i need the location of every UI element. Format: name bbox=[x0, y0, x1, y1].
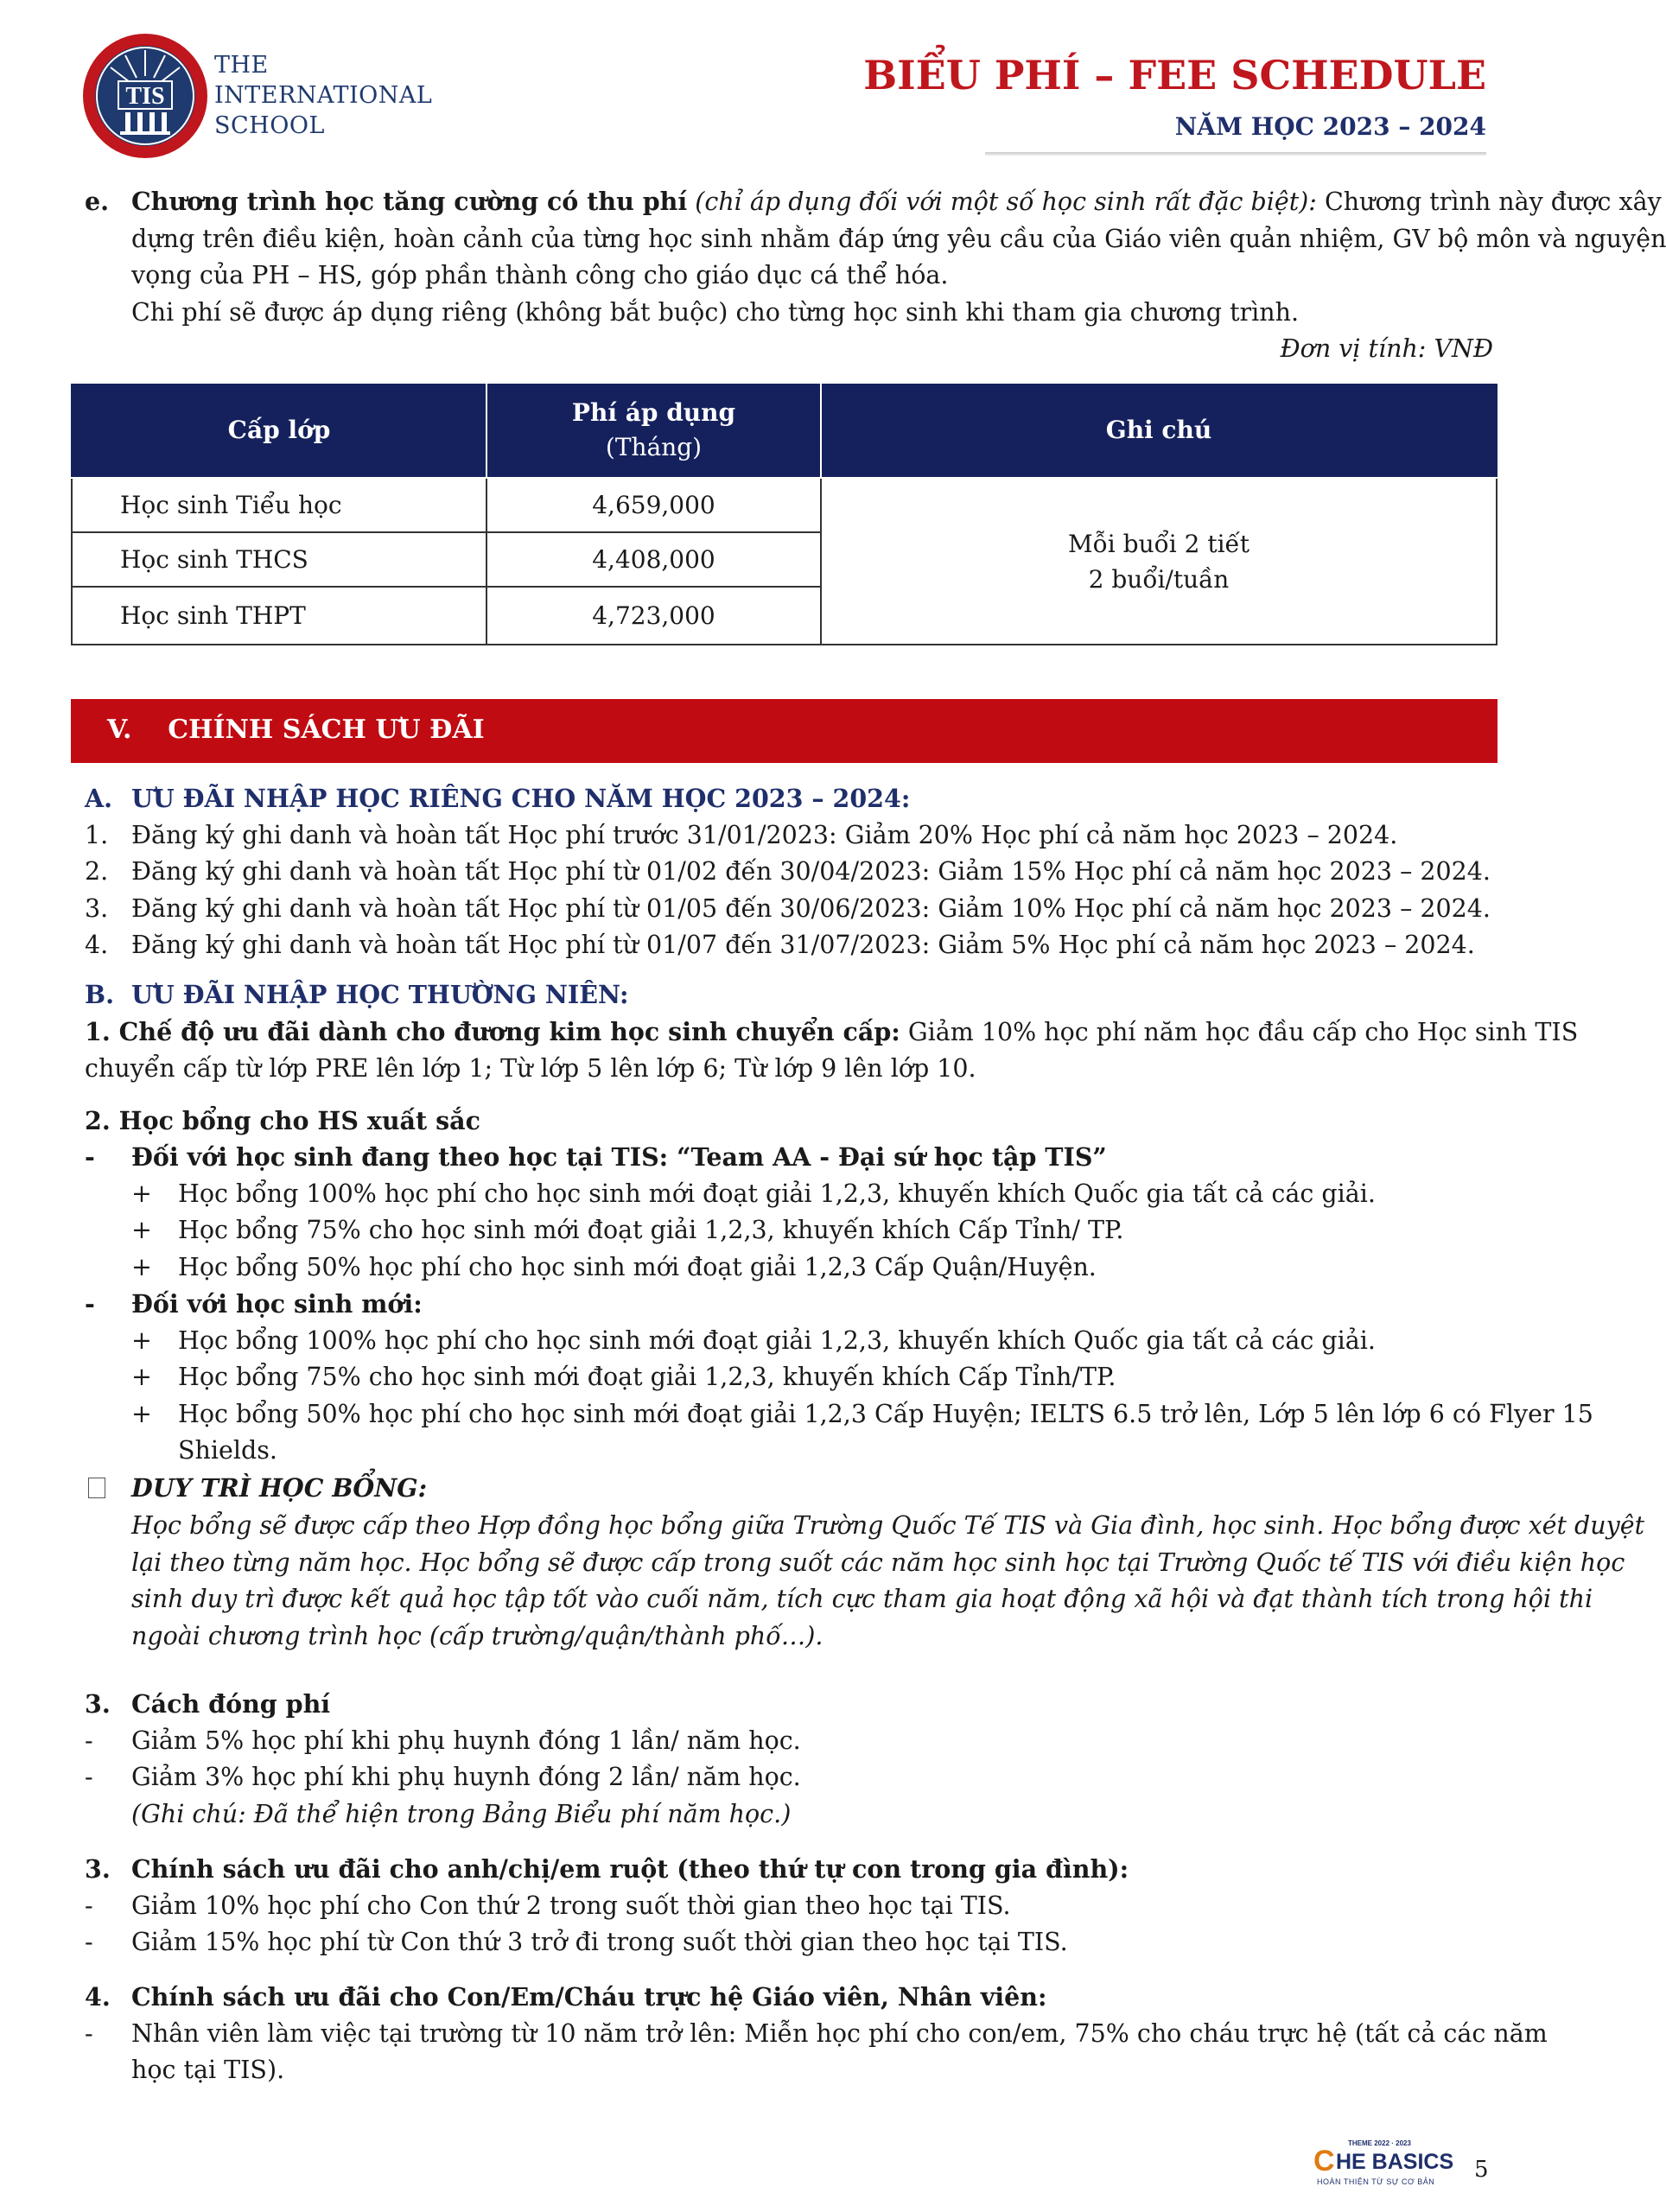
page-number: 5 bbox=[1474, 2157, 1489, 2183]
section-b bbox=[85, 976, 1645, 1655]
item-number: 4. bbox=[85, 931, 109, 959]
item-text: Giảm 5% học phí khi phụ huynh đóng 1 lần/ năm học. bbox=[131, 1726, 801, 1755]
section-e bbox=[85, 183, 1666, 368]
item-text: Học bổng 50% học phí cho học sinh mới đoạt giải 1,2,3 Cấp Quận/Huyện. bbox=[178, 1252, 1097, 1281]
header-fee-label: Phí áp dụng bbox=[571, 398, 736, 427]
section-v-title: V. CHÍNH SÁCH ƯU ĐÃI bbox=[107, 715, 485, 745]
school-name-line-2: INTERNATIONAL bbox=[214, 82, 433, 109]
item-text: Học bổng 50% học phí cho học sinh mới đoạt giải 1,2,3 Cấp Huyện; IELTS 6.5 trở lên, Lớp 5 lên lớp 6 có Flyer 15 bbox=[178, 1399, 1593, 1428]
transfer-policy-line2: chuyển cấp từ lớp PRE lên lớp 1; Từ lớp 5 lên lớp 6; Từ lớp 9 lên lớp 10. bbox=[85, 1054, 976, 1083]
section-marker: 3. bbox=[85, 1689, 111, 1719]
list-item bbox=[85, 1323, 1502, 1360]
plus-bullet: + bbox=[131, 1179, 152, 1208]
dash-bullet: - bbox=[85, 1891, 93, 1920]
list-item bbox=[85, 1249, 1502, 1287]
plus-bullet: + bbox=[131, 1399, 152, 1428]
group2-heading: Đối với học sinh mới: bbox=[131, 1289, 423, 1319]
section-e-line4: Chi phí sẽ được áp dụng riêng (không bắt buộc) cho từng học sinh khi tham gia chương trình. bbox=[131, 297, 1300, 327]
transfer-policy-text: Giảm 10% học phí năm học đầu cấp cho Học sinh TIS bbox=[907, 1017, 1579, 1046]
group1-heading: Đối với học sinh đang theo học tại TIS: “Team AA - Đại sứ học tập TIS” bbox=[131, 1142, 1107, 1172]
plus-bullet: + bbox=[131, 1252, 152, 1281]
section-b-heading: ƯU ĐÃI NHẬP HỌC THƯỜNG NIÊN: bbox=[131, 980, 629, 1009]
section-a-marker: A. bbox=[85, 784, 113, 813]
section-a-heading: ƯU ĐÃI NHẬP HỌC RIÊNG CHO NĂM HỌC 2023 – 2024: bbox=[131, 784, 911, 813]
list-item bbox=[85, 1176, 1502, 1213]
document-subtitle: NĂM HỌC 2023 – 2024 bbox=[1174, 112, 1486, 141]
brand-initial: C bbox=[1313, 2145, 1335, 2177]
row-fee: 4,659,000 bbox=[486, 478, 821, 532]
checkbox-icon bbox=[88, 1478, 105, 1498]
section-a bbox=[85, 780, 1502, 964]
item-text: Học bổng 100% học phí cho học sinh mới đoạt giải 1,2,3, khuyến khích Quốc gia tất cả các giải. bbox=[178, 1179, 1376, 1208]
list-item bbox=[85, 1212, 1502, 1249]
section-e-heading: Chương trình học tăng cường có thu phí bbox=[131, 187, 688, 216]
row-level: Học sinh THCS bbox=[72, 532, 486, 587]
list-item bbox=[85, 891, 1502, 928]
section-payment bbox=[85, 1686, 1502, 1833]
section-e-line2: dựng trên điều kiện, hoàn cảnh của từng học sinh nhằm đáp ứng yêu cầu của Giáo viên quản nhiệm, GV bộ môn và nguyện bbox=[131, 224, 1666, 253]
header-divider bbox=[985, 152, 1486, 156]
plus-bullet: + bbox=[131, 1325, 152, 1355]
item-text: Đăng ký ghi danh và hoàn tất Học phí từ 01/05 đến 30/06/2023: Giảm 10% Học phí cả năm học 2023 – 2024. bbox=[131, 893, 1491, 923]
plus-bullet: + bbox=[131, 1216, 152, 1244]
maintain-line-3: sinh duy trì được kết quả học tập tốt vào cuối năm, tích cực tham gia hoạt động xã hội và đạt thành tích trong hội thi bbox=[131, 1585, 1593, 1614]
item-text: Giảm 15% học phí từ Con thứ 3 trở đi trong suốt thời gian theo học tại TIS. bbox=[131, 1928, 1068, 1956]
item-text-continued: Shields. bbox=[178, 1436, 277, 1465]
school-name bbox=[214, 50, 432, 141]
item-text: Học bổng 75% cho học sinh mới đoạt giải 1,2,3, khuyến khích Cấp Tỉnh/TP. bbox=[178, 1363, 1116, 1391]
list-item bbox=[85, 1359, 1502, 1396]
header-fee bbox=[486, 384, 821, 478]
dash-bullet: - bbox=[85, 1142, 95, 1172]
transfer-policy-heading: 1. Chế độ ưu đãi dành cho đương kim học sinh chuyển cấp: bbox=[85, 1016, 900, 1046]
row-note bbox=[821, 478, 1497, 645]
section-staff bbox=[85, 1979, 1548, 2089]
row-level: Học sinh THPT bbox=[72, 587, 486, 645]
footer-brand bbox=[1313, 2139, 1469, 2191]
school-name-line-3: SCHOOL bbox=[214, 112, 325, 139]
list-item bbox=[85, 1888, 1502, 1925]
brand-name: HE BASICS bbox=[1336, 2150, 1454, 2174]
item-text: Học bổng 75% cho học sinh mới đoạt giải 1,2,3, khuyến khích Cấp Tỉnh/ TP. bbox=[178, 1216, 1124, 1244]
header-note: Ghi chú bbox=[821, 384, 1497, 478]
section-marker: 4. bbox=[85, 1982, 111, 2012]
item-text: Giảm 10% học phí cho Con thứ 2 trong suốt thời gian theo học tại TIS. bbox=[131, 1891, 1011, 1920]
dash-bullet: - bbox=[85, 1289, 95, 1319]
section-v-banner bbox=[71, 699, 1497, 763]
section-marker: 3. bbox=[85, 1854, 111, 1884]
maintain-heading: DUY TRÌ HỌC BỔNG: bbox=[131, 1472, 428, 1503]
list-item bbox=[85, 854, 1502, 891]
section-b-marker: B. bbox=[85, 980, 115, 1009]
list-item bbox=[85, 1723, 1502, 1760]
list-item bbox=[85, 1396, 1593, 1433]
payment-heading: Cách đóng phí bbox=[131, 1689, 331, 1719]
unit-note: Đơn vị tính: VNĐ bbox=[1280, 334, 1493, 363]
item-text: Giảm 3% học phí khi phụ huynh đóng 2 lần/ năm học. bbox=[131, 1763, 801, 1791]
note-line-1: Mỗi buổi 2 tiết bbox=[1068, 529, 1250, 558]
item-text: Đăng ký ghi danh và hoàn tất Học phí từ 01/07 đến 31/07/2023: Giảm 5% Học phí cả năm học 2023 – 2024. bbox=[131, 931, 1475, 959]
item-text: Đăng ký ghi danh và hoàn tất Học phí trước 31/01/2023: Giảm 20% Học phí cả năm học 2023 – 2024. bbox=[131, 820, 1398, 849]
maintain-line-4: ngoài chương trình học (cấp trường/quận/thành phố…). bbox=[131, 1621, 823, 1650]
item-text: Nhân viên làm việc tại trường từ 10 năm trở lên: Miễn học phí cho con/em, 75% cho cháu trực hệ (tất cả các năm bbox=[131, 2018, 1548, 2048]
row-fee: 4,408,000 bbox=[486, 532, 821, 587]
header-grade: Cấp lớp bbox=[72, 384, 486, 478]
item-number: 3. bbox=[85, 893, 109, 923]
payment-note: (Ghi chú: Đã thể hiện trong Bảng Biểu phí năm học.) bbox=[131, 1799, 792, 1828]
section-e-line3: vọng của PH – HS, góp phần thành công cho giáo dục cá thể hóa. bbox=[131, 261, 949, 289]
scholarship-heading: 2. Học bổng cho HS xuất sắc bbox=[85, 1105, 480, 1135]
item-number: 2. bbox=[85, 857, 109, 886]
table-row bbox=[72, 478, 1497, 532]
list-item bbox=[85, 817, 1502, 855]
dash-bullet: - bbox=[85, 1928, 93, 1956]
list-item bbox=[85, 1759, 1502, 1796]
dash-bullet: - bbox=[85, 1726, 93, 1755]
plus-bullet: + bbox=[131, 1363, 152, 1391]
brand-small: THEME 2022 · 2023 bbox=[1348, 2139, 1411, 2147]
logo-text: TIS bbox=[125, 83, 165, 110]
brand-tagline: HOÀN THIỆN TỪ SỰ CƠ BẢN bbox=[1317, 2177, 1435, 2186]
row-level: Học sinh Tiểu học bbox=[72, 478, 486, 532]
dash-bullet: - bbox=[85, 2018, 93, 2048]
sibling-heading: Chính sách ưu đãi cho anh/chị/em ruột (theo thứ tự con trong gia đình): bbox=[131, 1854, 1129, 1884]
list-item bbox=[85, 2016, 1548, 2053]
list-item bbox=[85, 927, 1502, 964]
header-fee-period: (Tháng) bbox=[605, 433, 703, 461]
maintain-line-1: Học bổng sẽ được cấp theo Hợp đồng học bổng giữa Trường Quốc Tế TIS và Gia đình, học sinh. Học bổng được xét duyệt bbox=[131, 1511, 1645, 1541]
item-text: Học bổng 100% học phí cho học sinh mới đoạt giải 1,2,3, khuyến khích Quốc gia tất cả các giải. bbox=[178, 1325, 1376, 1355]
school-logo bbox=[82, 33, 208, 159]
section-sibling bbox=[85, 1851, 1502, 1961]
section-e-marker: e. bbox=[85, 187, 110, 216]
item-text-continued: học tại TIS). bbox=[131, 2056, 285, 2084]
list-item bbox=[85, 1924, 1502, 1961]
section-e-heading-note: (chỉ áp dụng đối với một số học sinh rất đặc biệt): bbox=[695, 188, 1317, 216]
row-fee: 4,723,000 bbox=[486, 587, 821, 645]
item-text: Đăng ký ghi danh và hoàn tất Học phí từ 01/02 đến 30/04/2023: Giảm 15% Học phí cả năm học 2023 – 2024. bbox=[131, 857, 1491, 886]
fee-table bbox=[71, 384, 1497, 645]
dash-bullet: - bbox=[85, 1763, 93, 1791]
staff-heading: Chính sách ưu đãi cho Con/Em/Cháu trực hệ Giáo viên, Nhân viên: bbox=[131, 1982, 1047, 2012]
fee-table-header bbox=[72, 384, 1497, 478]
note-line-2: 2 buổi/tuần bbox=[1088, 564, 1230, 594]
maintain-line-2: lại theo từng năm học. Học bổng sẽ được cấp trong suốt các năm học sinh học tại Trường Quốc tế TIS với điều kiện học bbox=[131, 1548, 1625, 1577]
school-name-line-1: THE bbox=[214, 52, 269, 79]
item-number: 1. bbox=[85, 820, 109, 849]
document-title: BIỂU PHÍ – FEE SCHEDULE bbox=[863, 52, 1486, 99]
section-e-line1: Chương trình này được xây bbox=[1324, 188, 1662, 216]
